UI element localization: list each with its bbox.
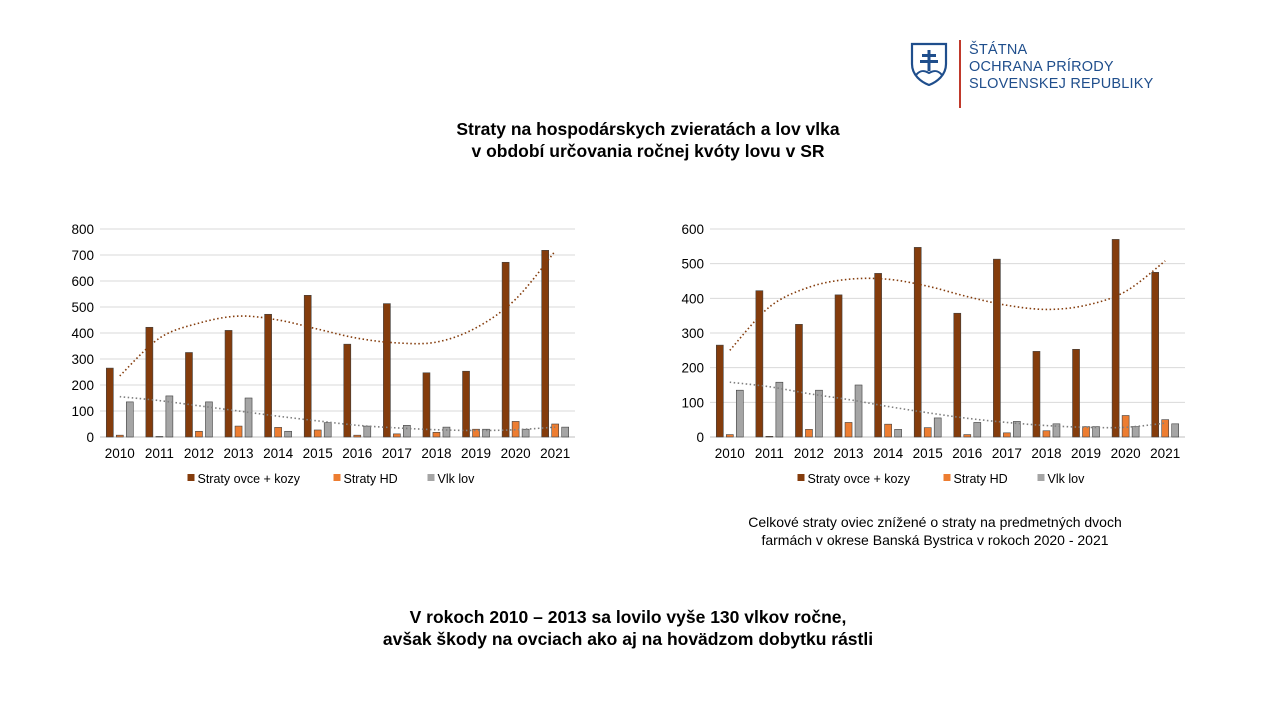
chart-2-x-tick-label: 2018 [1031,446,1062,461]
chart-1-x-tick-label: 2012 [183,446,214,461]
chart-1-bar [463,371,470,437]
chart-1-x-tick-label: 2020 [500,446,531,461]
chart-1-bar [433,432,440,437]
logo-divider [959,40,961,108]
chart-2-y-tick-label: 0 [696,430,704,445]
chart-1-bar [314,430,321,437]
chart-1-x-tick-label: 2010 [104,446,135,461]
slovak-crest-icon [910,42,948,86]
chart-2-x-tick-label: 2019 [1071,446,1102,461]
chart-2-bar [766,436,773,437]
chart-2-legend-swatch [1038,474,1045,481]
chart-2-bar [1083,427,1090,437]
chart-2-y-tick-label: 600 [681,222,704,237]
chart-1-bar [275,427,282,437]
chart-2-bar [924,428,931,437]
chart-2-x-tick-label: 2020 [1110,446,1141,461]
chart-note [690,513,1180,549]
chart-2-bar [845,422,852,437]
chart-1-legend-label: Straty HD [343,472,398,486]
chart-2-bar [1122,416,1129,437]
chart-1-bar [552,424,559,437]
chart-1-y-tick-label: 800 [71,222,94,237]
conclusion-line-2: avšak škody na ovciach ako aj na hovädzom dobytku rástli [382,629,874,649]
chart-2-bar [736,390,743,437]
chart-2-x-tick-label: 2012 [793,446,824,461]
chart-1-bar [106,368,113,437]
chart-1-bar [265,314,272,437]
chart-1-x-tick-label: 2017 [381,446,412,461]
chart-2-y-tick-label: 400 [681,291,704,307]
chart-right-svg [670,215,1200,500]
chart-1-x-tick-label: 2013 [223,446,254,461]
chart-1-bar [304,295,311,437]
conclusion-line-1: V rokoch 2010 – 2013 sa lovilo vyše 130 vlkov ročne, [409,607,847,627]
chart-2-bar [993,259,1000,437]
chart-2-bar [1073,349,1080,437]
chart-2-x-tick-label: 2017 [991,446,1022,461]
logo-line-2: OCHRANA PRÍRODY [969,59,1114,75]
chart-2-x-tick-label: 2014 [873,446,904,461]
chart-2-y-tick-label: 300 [681,326,704,341]
chart-1-y-tick-label: 600 [71,274,94,289]
chart-1-bar [344,344,351,437]
chart-2-bar [756,291,763,437]
chart-1-x-tick-label: 2018 [421,446,452,461]
chart-2-bar [1043,431,1050,437]
chart-2-bar [1112,239,1119,437]
chart-1-bar [542,250,549,437]
chart-1-bar [156,436,163,437]
chart-1-bar [502,262,509,437]
chart-2-bar [964,435,971,437]
chart-2-legend-label: Vlk lov [1047,472,1085,486]
chart-left [60,215,590,500]
chart-note-line-2: farmách v okrese Banská Bystrica v rokoch 2020 - 2021 [761,532,1109,548]
chart-1-y-tick-label: 200 [71,378,94,393]
chart-2-y-tick-label: 200 [681,360,704,376]
chart-1-bar [324,423,331,437]
chart-2-x-tick-label: 2010 [714,446,745,461]
chart-1-y-tick-label: 300 [71,352,94,367]
logo-line-3: SLOVENSKEJ REPUBLIKY [969,76,1154,92]
chart-1-legend-swatch [428,474,435,481]
chart-1-bar [383,304,390,437]
chart-1-bar [285,431,292,437]
chart-1-bar [195,431,202,437]
chart-2-y-tick-label: 500 [681,256,704,272]
chart-2-bar [885,424,892,437]
logo-line-1: ŠTÁTNA [969,42,1028,58]
chart-2-legend-swatch [798,474,805,481]
page-title-line-1: Straty na hospodárskych zvieratách a lov vlka [456,119,840,139]
chart-1-bar [185,353,192,438]
chart-2-bar [716,345,723,437]
chart-1-x-tick-label: 2015 [302,446,333,461]
chart-1-x-tick-label: 2011 [144,446,174,461]
chart-1-bar [116,435,123,437]
organization-name [969,42,1154,93]
organization-logo [910,40,1170,110]
chart-1-bar [235,426,242,437]
chart-2-x-tick-label: 2013 [833,446,864,461]
chart-2-legend-label: Straty HD [953,472,1008,486]
chart-1-bar [354,435,361,437]
chart-2-x-tick-label: 2015 [912,446,943,461]
chart-2-bar [895,429,902,437]
chart-2-trendline [730,382,1165,427]
chart-2-bar [875,273,882,437]
chart-1-bar [403,425,410,437]
chart-2-bar [726,435,733,437]
chart-1-trendline [120,397,555,431]
chart-2-bar [974,422,981,437]
chart-2-bar [1132,427,1139,437]
chart-1-bar [443,427,450,437]
chart-1-x-tick-label: 2019 [461,446,492,461]
chart-2-bar [914,247,921,437]
chart-2-bar [1152,272,1159,437]
chart-1-x-tick-label: 2016 [342,446,373,461]
chart-note-line-1: Celkové straty oviec znížené o straty na predmetných dvoch [748,514,1122,530]
chart-2-bar [1003,433,1010,437]
chart-2-legend-label: Straty ovce + kozy [807,472,910,486]
chart-2-trendline [730,261,1165,350]
chart-2-bar [776,382,783,437]
chart-1-bar [522,429,529,437]
chart-left-svg [60,215,590,500]
chart-2-x-tick-label: 2016 [952,446,983,461]
chart-1-bar [423,373,430,437]
chart-2-bar [815,390,822,437]
chart-2-bar [835,295,842,437]
chart-1-legend-label: Vlk lov [437,472,475,486]
chart-1-bar [126,402,133,437]
chart-1-legend-swatch [334,474,341,481]
chart-1-y-tick-label: 700 [71,248,94,263]
chart-2-bar [1033,351,1040,437]
chart-2-bar [934,418,941,437]
chart-1-x-tick-label: 2014 [263,446,294,461]
chart-1-legend-swatch [188,474,195,481]
chart-1-bar [562,427,569,437]
chart-2-bar [1162,420,1169,437]
chart-1-y-tick-label: 500 [71,300,94,315]
chart-2-x-tick-label: 2021 [1150,446,1181,461]
page-title-line-2: v období určovania ročnej kvóty lovu v SR [471,141,825,161]
chart-2-bar [805,429,812,437]
chart-1-bar [245,398,252,437]
chart-2-bar [795,324,802,437]
chart-1-y-tick-label: 0 [86,430,94,445]
chart-1-bar [364,426,371,437]
chart-1-trendline [120,251,555,376]
chart-2-bar [954,313,961,437]
page-title [0,118,1280,162]
chart-1-y-tick-label: 400 [71,326,94,341]
chart-1-bar [225,330,232,437]
chart-right [670,215,1200,500]
chart-2-bar [1172,424,1179,437]
chart-2-bar [855,385,862,437]
chart-1-x-tick-label: 2021 [540,446,571,461]
chart-1-legend-label: Straty ovce + kozy [197,472,300,486]
chart-1-y-tick-label: 100 [71,404,94,419]
chart-2-x-tick-label: 2011 [754,446,784,461]
conclusion-text [0,606,1256,650]
chart-2-legend-swatch [944,474,951,481]
chart-2-y-tick-label: 100 [681,395,704,411]
chart-1-bar [393,434,400,437]
